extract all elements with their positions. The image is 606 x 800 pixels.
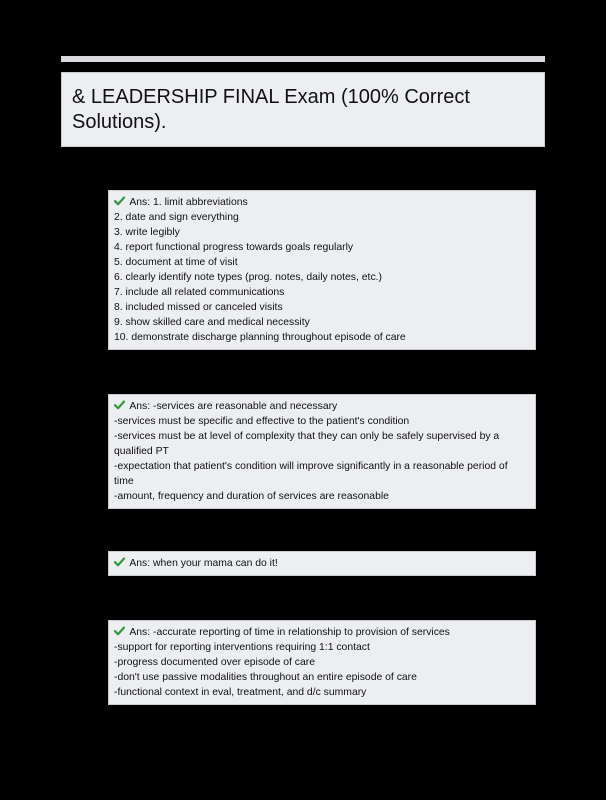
answer-prefix: Ans: [129, 627, 151, 638]
answer-line: 10. demonstrate discharge planning throughout episode of care [114, 332, 406, 343]
answer-first-line [114, 556, 530, 571]
answer-line: 7. include all related communications [114, 287, 285, 298]
top-divider [61, 56, 545, 62]
title-box [61, 72, 545, 147]
answer-line: -support for reporting interventions requiring 1:1 contact [114, 642, 370, 653]
answer-line: -services must be at level of complexity that they can only be safely supervised by a qualified PT [114, 431, 500, 457]
answer-line: -expectation that patient's condition will improve significantly in a reasonable period of time [114, 461, 508, 487]
answer-first-line [114, 195, 530, 210]
answer-line: 8. included missed or canceled visits [114, 302, 283, 313]
answer-line: 6. clearly identify note types (prog. notes, daily notes, etc.) [114, 272, 382, 283]
answer-line: -functional context in eval, treatment, and d/c summary [114, 687, 367, 698]
check-icon [114, 557, 125, 567]
answer-line: -progress documented over episode of care [114, 657, 315, 668]
page-title: & LEADERSHIP FINAL Exam (100% Correct Solutions). [72, 86, 470, 133]
answer-prefix: Ans: [129, 558, 151, 569]
check-icon [114, 626, 125, 636]
answer-line: when your mama can do it! [153, 558, 278, 569]
answer-line: -don't use passive modalities throughout an entire episode of care [114, 672, 417, 683]
answer-line: 1. limit abbreviations [153, 197, 248, 208]
answer-line: -amount, frequency and duration of services are reasonable [114, 491, 389, 502]
answer-line: 3. write legibly [114, 227, 180, 238]
answer-first-line [114, 625, 530, 640]
answer-line: 9. show skilled care and medical necessity [114, 317, 310, 328]
answer-line: -services must be specific and effective to the patient's condition [114, 416, 410, 427]
answer-line: -services are reasonable and necessary [153, 401, 338, 412]
answer-box-4 [108, 620, 536, 705]
answer-first-line [114, 399, 530, 414]
answer-prefix: Ans: [129, 197, 151, 208]
answer-line: -accurate reporting of time in relationship to provision of services [153, 627, 450, 638]
answer-line: 4. report functional progress towards goals regularly [114, 242, 354, 253]
answer-line: 2. date and sign everything [114, 212, 239, 223]
answer-prefix: Ans: [129, 401, 151, 412]
answer-box-1 [108, 190, 536, 350]
answer-box-3 [108, 551, 536, 576]
answer-box-2 [108, 394, 536, 509]
answer-line: 5. document at time of visit [114, 257, 238, 268]
check-icon [114, 400, 125, 410]
check-icon [114, 196, 125, 206]
